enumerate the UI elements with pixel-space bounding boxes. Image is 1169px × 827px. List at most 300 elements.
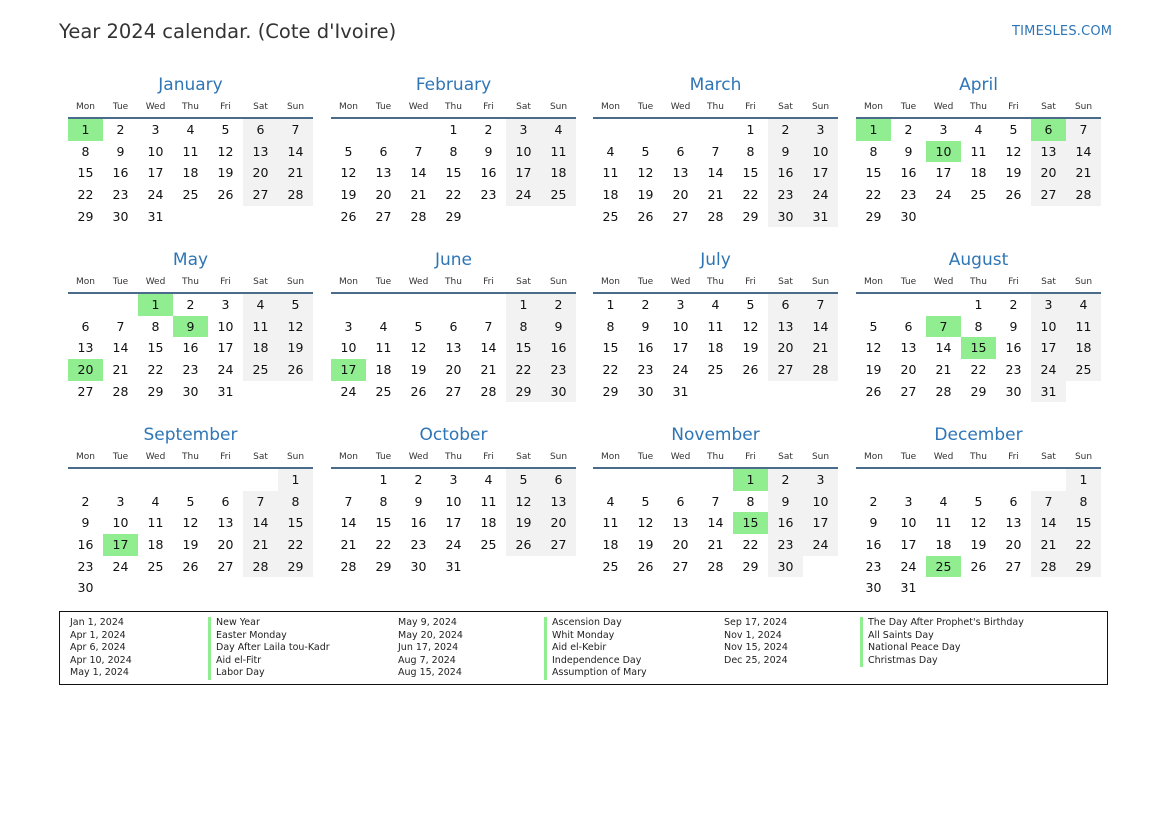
weekday-label: Thu [182, 277, 199, 287]
weekday-label: Mon [601, 277, 620, 287]
month-august [856, 248, 1101, 402]
weekday-label: Tue [375, 277, 392, 287]
day-cell: 18 [375, 362, 392, 378]
day-cell: 29 [602, 383, 619, 399]
day-cell: 6 [676, 493, 685, 509]
day-cell: 19 [217, 165, 234, 181]
holiday-date: Nov 1, 2024 [724, 629, 782, 641]
day-cell: 21 [480, 362, 497, 378]
day-cell: 13 [1005, 515, 1022, 531]
day-cell: 28 [243, 556, 278, 578]
day-cell: 10 [506, 141, 541, 163]
day-cell: 4 [606, 493, 615, 509]
day-cell: 14 [707, 515, 724, 531]
holiday-name: Independence Day [544, 655, 641, 668]
day-cell: 29 [375, 558, 392, 574]
empty-cell [891, 469, 926, 491]
weekday-label: Wed [408, 452, 429, 462]
month-title: November [671, 425, 760, 445]
day-cell: 23 [637, 362, 654, 378]
day-cell: 26 [742, 362, 759, 378]
day-grid [856, 469, 1101, 599]
day-cell: 25 [602, 208, 619, 224]
day-cell: 31 [445, 558, 462, 574]
weekday-header [856, 447, 1101, 469]
day-cell: 19 [278, 337, 313, 359]
day-cell: 5 [186, 493, 195, 509]
day-cell: 13 [768, 316, 803, 338]
day-cell: 26 [278, 359, 313, 381]
weekday-label: Sun [286, 452, 305, 462]
day-cell: 17 [445, 515, 462, 531]
weekday-label: Fri [745, 277, 756, 287]
weekday-label: Mon [339, 102, 358, 112]
day-cell: 9 [869, 515, 878, 531]
day-cell: 26 [217, 187, 234, 203]
month-november [593, 423, 838, 577]
day-cell: 19 [742, 340, 759, 356]
weekday-header [856, 97, 1101, 119]
day-cell: 29 [506, 381, 541, 403]
day-cell: 28 [707, 558, 724, 574]
weekday-label: Thu [445, 102, 462, 112]
weekday-header [856, 272, 1101, 294]
day-cell: 19 [637, 537, 654, 553]
day-cell: 14 [803, 316, 838, 338]
day-cell: 23 [900, 187, 917, 203]
day-cell: 12 [506, 491, 541, 513]
day-cell: 28 [707, 208, 724, 224]
weekday-label: Sun [811, 277, 830, 287]
day-cell: 30 [768, 556, 803, 578]
day-cell: 7 [711, 143, 720, 159]
day-cell: 7 [1031, 491, 1066, 513]
day-grid [331, 469, 576, 577]
day-cell: 22 [970, 362, 987, 378]
weekday-label: Fri [483, 277, 494, 287]
day-cell: 1 [1066, 469, 1101, 491]
month-title: July [700, 250, 731, 270]
day-cell: 31 [672, 383, 689, 399]
holiday-name: Labor Day [208, 667, 265, 680]
weekday-label: Sat [253, 102, 268, 112]
day-cell: 11 [541, 141, 576, 163]
weekday-label: Fri [483, 452, 494, 462]
day-cell: 26 [637, 208, 654, 224]
day-cell: 7 [116, 318, 125, 334]
empty-cell [593, 469, 628, 491]
day-cell: 22 [602, 362, 619, 378]
weekday-label: Sat [778, 277, 793, 287]
holiday-day-cell: 20 [68, 359, 103, 381]
day-cell: 7 [803, 294, 838, 316]
day-cell: 29 [742, 558, 759, 574]
day-cell: 12 [637, 515, 654, 531]
day-cell: 15 [742, 165, 759, 181]
day-cell: 8 [278, 491, 313, 513]
day-cell: 11 [970, 143, 987, 159]
day-cell: 18 [602, 187, 619, 203]
day-cell: 24 [147, 187, 164, 203]
day-cell: 16 [541, 337, 576, 359]
month-may [68, 248, 313, 402]
day-cell: 16 [77, 537, 94, 553]
empty-cell [331, 469, 366, 491]
month-march [593, 73, 838, 227]
day-cell: 15 [278, 512, 313, 534]
weekday-label: Tue [637, 452, 654, 462]
day-cell: 18 [970, 165, 987, 181]
day-cell: 29 [742, 208, 759, 224]
weekday-label: Thu [182, 452, 199, 462]
day-cell: 6 [541, 469, 576, 491]
holiday-legend [59, 611, 1108, 685]
day-cell: 6 [768, 294, 803, 316]
day-cell: 25 [1066, 359, 1101, 381]
day-cell: 28 [410, 208, 427, 224]
weekday-label: Sat [253, 452, 268, 462]
day-cell: 8 [449, 143, 458, 159]
day-cell: 20 [217, 537, 234, 553]
day-cell: 3 [1031, 294, 1066, 316]
day-cell: 30 [1005, 383, 1022, 399]
day-cell: 6 [1009, 493, 1018, 509]
weekday-label: Mon [601, 102, 620, 112]
day-cell: 1 [606, 297, 615, 312]
day-cell: 30 [768, 206, 803, 228]
day-cell: 12 [278, 316, 313, 338]
day-cell: 7 [278, 119, 313, 141]
day-cell: 28 [112, 383, 129, 399]
day-cell: 14 [278, 141, 313, 163]
weekday-label: Sun [286, 277, 305, 287]
day-cell: 3 [676, 297, 685, 312]
day-cell: 5 [278, 294, 313, 316]
day-cell: 1 [746, 122, 755, 137]
day-cell: 2 [81, 493, 90, 509]
day-cell: 4 [939, 493, 948, 509]
month-title: October [419, 425, 488, 445]
day-cell: 17 [900, 537, 917, 553]
weekday-label: Fri [1008, 277, 1019, 287]
holiday-day-cell: 1 [733, 469, 768, 491]
day-cell: 27 [900, 383, 917, 399]
holiday-day-cell: 9 [173, 316, 208, 338]
day-cell: 4 [186, 122, 195, 137]
day-cell: 14 [1066, 141, 1101, 163]
day-cell: 16 [182, 340, 199, 356]
day-cell: 16 [410, 515, 427, 531]
day-cell: 3 [116, 493, 125, 509]
day-cell: 28 [935, 383, 952, 399]
page-title: Year 2024 calendar. (Cote d'Ivoire) [59, 20, 397, 43]
day-cell: 14 [243, 512, 278, 534]
holiday-date: Aug 7, 2024 [398, 654, 456, 666]
day-cell: 15 [77, 165, 94, 181]
day-cell: 27 [1005, 558, 1022, 574]
weekday-label: Sun [811, 102, 830, 112]
day-cell: 28 [1031, 556, 1066, 578]
day-cell: 15 [602, 340, 619, 356]
day-cell: 22 [147, 362, 164, 378]
day-cell: 27 [243, 184, 278, 206]
day-cell: 5 [746, 297, 755, 312]
day-cell: 9 [541, 316, 576, 338]
weekday-label: Tue [900, 277, 917, 287]
day-cell: 12 [410, 340, 427, 356]
day-cell: 7 [344, 493, 353, 509]
weekday-label: Mon [339, 277, 358, 287]
empty-cell [663, 469, 698, 491]
day-cell: 21 [410, 187, 427, 203]
day-cell: 25 [182, 187, 199, 203]
day-cell: 21 [935, 362, 952, 378]
weekday-label: Wed [145, 277, 166, 287]
day-cell: 7 [484, 318, 493, 334]
weekday-label: Tue [900, 452, 917, 462]
holiday-day-cell: 17 [103, 534, 138, 556]
empty-cell [856, 294, 891, 316]
day-cell: 2 [484, 122, 493, 137]
day-cell: 5 [344, 143, 353, 159]
weekday-label: Tue [375, 452, 392, 462]
day-cell: 4 [541, 119, 576, 141]
weekday-label: Wed [933, 102, 954, 112]
empty-cell [243, 469, 278, 491]
day-cell: 1 [278, 469, 313, 491]
day-cell: 10 [445, 493, 462, 509]
weekday-header [68, 447, 313, 469]
day-cell: 22 [506, 359, 541, 381]
day-cell: 4 [484, 472, 493, 487]
day-cell: 13 [541, 491, 576, 513]
day-cell: 10 [672, 318, 689, 334]
day-cell: 10 [112, 515, 129, 531]
weekday-label: Tue [637, 102, 654, 112]
day-grid [593, 294, 838, 402]
day-cell: 14 [1031, 512, 1066, 534]
day-grid [68, 119, 313, 227]
weekday-label: Sun [549, 452, 568, 462]
weekday-label: Tue [375, 102, 392, 112]
holiday-date: Dec 25, 2024 [724, 654, 788, 666]
weekday-header [593, 272, 838, 294]
day-cell: 30 [637, 383, 654, 399]
day-cell: 21 [803, 337, 838, 359]
day-cell: 9 [116, 143, 125, 159]
month-june [331, 248, 576, 402]
day-cell: 17 [803, 162, 838, 184]
day-cell: 27 [217, 558, 234, 574]
weekday-label: Sun [1074, 277, 1093, 287]
day-cell: 2 [641, 297, 650, 312]
day-cell: 31 [1031, 381, 1066, 403]
holiday-day-cell: 1 [856, 119, 891, 141]
empty-cell [208, 469, 243, 491]
day-cell: 20 [1031, 162, 1066, 184]
day-cell: 7 [414, 143, 423, 159]
holiday-date: Aug 15, 2024 [398, 667, 462, 678]
day-cell: 6 [221, 493, 230, 509]
holiday-name: Christmas Day [860, 655, 938, 668]
weekday-header [331, 447, 576, 469]
day-cell: 21 [340, 537, 357, 553]
day-cell: 5 [641, 143, 650, 159]
empty-cell [628, 469, 663, 491]
day-cell: 25 [707, 362, 724, 378]
month-april [856, 73, 1101, 227]
day-cell: 22 [375, 537, 392, 553]
day-cell: 10 [900, 515, 917, 531]
day-cell: 25 [147, 558, 164, 574]
month-october [331, 423, 576, 577]
day-cell: 17 [935, 165, 952, 181]
day-cell: 23 [865, 558, 882, 574]
day-cell: 11 [243, 316, 278, 338]
weekday-label: Sun [549, 277, 568, 287]
day-cell: 3 [803, 469, 838, 491]
weekday-label: Fri [1008, 452, 1019, 462]
day-cell: 7 [243, 491, 278, 513]
day-cell: 20 [768, 337, 803, 359]
day-cell: 2 [1009, 297, 1018, 312]
holiday-day-cell: 7 [926, 316, 961, 338]
day-cell: 2 [768, 469, 803, 491]
day-cell: 24 [506, 184, 541, 206]
day-cell: 20 [672, 537, 689, 553]
day-cell: 29 [445, 208, 462, 224]
day-cell: 16 [112, 165, 129, 181]
day-cell: 21 [243, 534, 278, 556]
weekday-label: Sat [1041, 102, 1056, 112]
day-cell: 21 [1066, 162, 1101, 184]
day-cell: 28 [803, 359, 838, 381]
day-cell: 22 [77, 187, 94, 203]
day-cell: 24 [803, 534, 838, 556]
day-cell: 27 [375, 208, 392, 224]
day-cell: 3 [151, 122, 160, 137]
site-link[interactable]: TIMESLES.COM [1012, 24, 1113, 39]
holiday-date: May 1, 2024 [70, 667, 129, 678]
day-cell: 16 [900, 165, 917, 181]
empty-cell [471, 294, 506, 316]
day-cell: 23 [410, 537, 427, 553]
day-cell: 4 [711, 297, 720, 312]
day-cell: 24 [672, 362, 689, 378]
day-cell: 13 [217, 515, 234, 531]
holiday-day-cell: 25 [926, 556, 961, 578]
day-cell: 18 [707, 340, 724, 356]
day-cell: 19 [340, 187, 357, 203]
weekday-label: Fri [745, 102, 756, 112]
day-cell: 21 [707, 537, 724, 553]
weekday-label: Sat [516, 277, 531, 287]
month-title: April [959, 75, 998, 95]
month-january [68, 73, 313, 227]
day-cell: 18 [480, 515, 497, 531]
day-cell: 18 [935, 537, 952, 553]
day-cell: 13 [445, 340, 462, 356]
day-cell: 24 [1031, 359, 1066, 381]
month-title: December [934, 425, 1023, 445]
weekday-header [593, 97, 838, 119]
day-cell: 25 [375, 383, 392, 399]
holiday-day-cell: 10 [926, 141, 961, 163]
day-cell: 11 [480, 493, 497, 509]
weekday-label: Fri [220, 277, 231, 287]
day-cell: 11 [602, 515, 619, 531]
day-cell: 9 [484, 143, 493, 159]
day-cell: 2 [768, 119, 803, 141]
month-february [331, 73, 576, 227]
holiday-name: Easter Monday [208, 630, 287, 643]
day-cell: 5 [506, 469, 541, 491]
weekday-label: Sat [516, 452, 531, 462]
day-cell: 26 [865, 383, 882, 399]
empty-cell [103, 294, 138, 316]
day-cell: 24 [900, 558, 917, 574]
weekday-label: Tue [637, 277, 654, 287]
day-cell: 11 [1066, 316, 1101, 338]
day-cell: 10 [340, 340, 357, 356]
day-cell: 8 [869, 143, 878, 159]
weekday-label: Thu [707, 452, 724, 462]
day-cell: 8 [974, 318, 983, 334]
day-cell: 4 [151, 493, 160, 509]
day-cell: 20 [672, 187, 689, 203]
weekday-header [331, 272, 576, 294]
day-cell: 10 [803, 141, 838, 163]
weekday-label: Wed [408, 102, 429, 112]
day-cell: 3 [449, 472, 458, 487]
day-cell: 12 [637, 165, 654, 181]
day-cell: 20 [541, 512, 576, 534]
day-cell: 30 [865, 580, 882, 596]
holiday-name: Aid el-Kebir [544, 642, 606, 655]
weekday-header [331, 97, 576, 119]
day-cell: 24 [112, 558, 129, 574]
weekday-label: Thu [182, 102, 199, 112]
day-cell: 24 [445, 537, 462, 553]
day-cell: 27 [445, 383, 462, 399]
weekday-label: Fri [745, 452, 756, 462]
day-grid [856, 119, 1101, 227]
empty-cell [68, 294, 103, 316]
day-cell: 27 [541, 534, 576, 556]
day-cell: 20 [900, 362, 917, 378]
day-cell: 8 [506, 316, 541, 338]
holiday-name: All Saints Day [860, 630, 934, 643]
day-cell: 21 [1031, 534, 1066, 556]
day-cell: 20 [243, 162, 278, 184]
holiday-date: Jan 1, 2024 [70, 617, 124, 628]
weekday-header [593, 447, 838, 469]
empty-cell [663, 119, 698, 141]
day-cell: 11 [935, 515, 952, 531]
holiday-name: The Day After Prophet's Birthday [860, 617, 1024, 630]
weekday-label: Thu [445, 277, 462, 287]
day-cell: 5 [641, 493, 650, 509]
day-cell: 6 [379, 143, 388, 159]
day-cell: 23 [182, 362, 199, 378]
day-cell: 2 [414, 472, 423, 487]
day-cell: 14 [340, 515, 357, 531]
weekday-label: Sun [549, 102, 568, 112]
day-cell: 19 [865, 362, 882, 378]
weekday-label: Sat [1041, 452, 1056, 462]
holiday-date: Apr 10, 2024 [70, 654, 132, 666]
day-cell: 27 [672, 558, 689, 574]
